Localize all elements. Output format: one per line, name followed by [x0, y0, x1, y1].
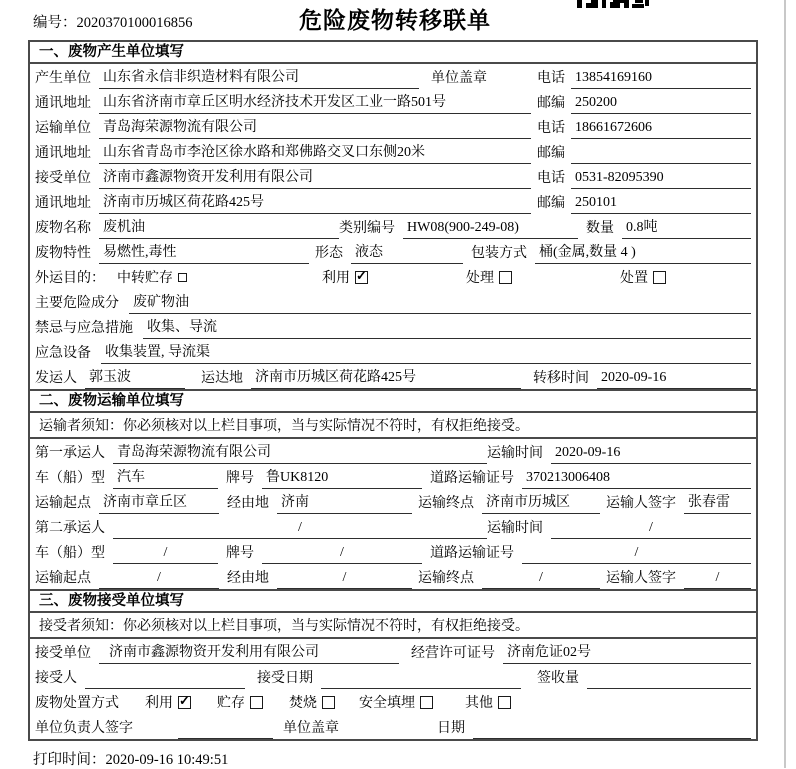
checkbox-utilize [322, 267, 368, 289]
emergency-measures-row [30, 314, 756, 339]
generator-address-row [30, 89, 756, 114]
receiver-unit-row [30, 164, 756, 189]
checkbox-incinerate [289, 692, 335, 714]
route-end-label: 运输终点 [418, 496, 474, 511]
waste-property-label: 废物特性 [35, 246, 91, 261]
route-end-value: 济南市历城区 [482, 491, 600, 514]
emergency-equipment-label: 应急设备 [35, 346, 91, 361]
transporter-unit-label: 运输单位 [35, 121, 91, 136]
serial-number: 2020370100016856 [76, 15, 193, 31]
checkbox-label: 其他 [465, 696, 493, 711]
road-permit-value: 370213006408 [522, 470, 751, 489]
packing-method-label: 包装方式 [471, 246, 527, 261]
vehicle-type-value: 汽车 [113, 466, 218, 489]
section-generator [30, 42, 756, 389]
route-origin-label: 运输起点 [35, 496, 91, 511]
license-number-label: 经营许可证号 [411, 646, 495, 661]
checkbox-box [178, 692, 191, 709]
route-origin2-label: 运输起点 [35, 571, 91, 586]
transporter-address-row [30, 139, 756, 164]
section-transporter-title: 二、废物运输单位填写 [30, 391, 756, 413]
receiver-phone-value: 0531-82095390 [571, 170, 751, 189]
checkbox-label: 处置 [620, 271, 648, 286]
page-edge [784, 0, 786, 768]
route-end2-value: / [482, 570, 600, 589]
received-quantity-value [587, 686, 751, 689]
transport-route-row [30, 489, 756, 514]
checkbox-utilize-2 [145, 692, 191, 714]
checkbox-box [250, 696, 263, 709]
generator-postcode-label: 邮编 [537, 96, 565, 111]
generator-unit-value: 山东省永信非织造材料有限公司 [99, 66, 419, 89]
checkbox-box [498, 696, 511, 709]
checkbox-label: 安全填埋 [359, 696, 415, 711]
unit-stamp2-label: 单位盖章 [283, 721, 339, 736]
date-value [473, 736, 751, 739]
transport-date-value: 2020-09-16 [551, 445, 751, 464]
receiver-notice: 接受者须知：你必须核对以上栏目事项，当与实际情况不符时，有权拒绝接受。 [30, 613, 756, 639]
generator-postcode-value: 250200 [571, 95, 751, 114]
section-generator-title: 一、废物产生单位填写 [30, 42, 756, 64]
first-carrier-row [30, 439, 756, 464]
print-time [33, 748, 228, 769]
receiver-address-label: 通讯地址 [35, 196, 91, 211]
plate-number-label: 牌号 [226, 471, 254, 486]
route-origin2-value: / [99, 570, 219, 589]
disposal-method-row [30, 689, 756, 714]
hazard-component-label: 主要危险成分 [35, 296, 119, 311]
checkbox-label: 处理 [466, 271, 494, 286]
route-via2-label: 经由地 [227, 571, 269, 586]
road-permit-label: 道路运输证号 [430, 471, 514, 486]
carrier-signature-value: 张春雷 [684, 491, 751, 514]
generator-address-value: 山东省济南市章丘区明水经济技术开发区工业一路501号 [99, 91, 531, 114]
checkbox-transfer-storage [117, 267, 187, 289]
transfer-purpose-label: 外运目的： [35, 271, 105, 286]
accepting-unit-value: 济南市鑫源物资开发利用有限公司 [99, 641, 399, 664]
checkbox-box [499, 271, 512, 284]
manifest-form [28, 40, 758, 741]
print-time-label: 打印时间： [33, 752, 106, 768]
generator-phone-value: 13854169160 [571, 70, 751, 89]
carrier-signature-label: 运输人签字 [606, 496, 676, 511]
checkbox-label: 焚烧 [289, 696, 317, 711]
generator-phone-label: 电话 [537, 71, 565, 86]
emergency-equipment-row [30, 339, 756, 364]
acceptor-label: 接受人 [35, 671, 77, 686]
vehicle-type-label: 车（船）型 [35, 471, 105, 486]
checkbox-dispose [620, 267, 666, 289]
qr-code-fragment [577, 0, 649, 9]
checkbox-landfill [359, 692, 433, 714]
transporter-notice: 运输者须知：你必须核对以上栏目事项，当与实际情况不符时，有权拒绝接受。 [30, 413, 756, 439]
transporter-postcode-value [571, 161, 751, 164]
waste-quantity-label: 数量 [586, 221, 614, 236]
checkbox-box [355, 267, 368, 284]
section-receiver [30, 589, 756, 739]
acceptor-row [30, 664, 756, 689]
receiver-address-row [30, 189, 756, 214]
license-number-value: 济南危证02号 [503, 641, 751, 664]
checkbox-treat [466, 267, 512, 289]
checkbox-label: 利用 [322, 271, 350, 286]
waste-category-label: 类别编号 [339, 221, 395, 236]
plate-number2-value: / [262, 545, 422, 564]
date-label: 日期 [437, 721, 465, 736]
route-via-label: 经由地 [227, 496, 269, 511]
carrier-signature2-value: / [684, 570, 751, 589]
transporter-address-value: 山东省青岛市李沧区徐水路和郑佛路交叉口东侧20米 [99, 141, 531, 164]
print-time-value: 2020-09-16 10:49:51 [105, 752, 229, 768]
emergency-equipment-value: 收集装置, 导流渠 [101, 341, 751, 364]
receiver-unit-label: 接受单位 [35, 171, 91, 186]
checkbox-label: 贮存 [217, 696, 245, 711]
waste-form-label: 形态 [315, 246, 343, 261]
consignor-label: 发运人 [35, 371, 77, 386]
destination-value: 济南市历城区荷花路425号 [251, 366, 521, 389]
transport-route2-row [30, 564, 756, 589]
receiver-phone-label: 电话 [537, 171, 565, 186]
transporter-phone-label: 电话 [537, 121, 565, 136]
checkbox-mark: ✓ [179, 692, 190, 708]
serial-label: 编号： [33, 15, 77, 31]
checkbox-box [322, 696, 335, 709]
second-carrier-row [30, 514, 756, 539]
transport-date2-label: 运输时间 [487, 521, 543, 536]
hazard-component-row [30, 289, 756, 314]
plate-number-value: 鲁UK8120 [262, 466, 422, 489]
plate-number2-label: 牌号 [226, 546, 254, 561]
accept-date-value [321, 686, 521, 689]
waste-quantity-value: 0.8吨 [622, 216, 751, 239]
accepting-unit-label: 接受单位 [35, 646, 91, 661]
waste-name-row [30, 214, 756, 239]
responsible-signature-value [178, 736, 273, 739]
transporter-unit-row [30, 114, 756, 139]
route-origin-value: 济南市章丘区 [99, 491, 219, 514]
responsible-signature-row [30, 714, 756, 739]
generator-unit-row [30, 64, 756, 89]
checkbox-other [465, 692, 511, 714]
generator-address-label: 通讯地址 [35, 96, 91, 111]
transfer-date-label: 转移时间 [533, 371, 589, 386]
second-carrier-value: / [113, 520, 487, 539]
receiver-address-value: 济南市历城区荷花路425号 [99, 191, 531, 214]
road-permit2-value: / [522, 545, 751, 564]
transfer-date-value: 2020-09-16 [597, 370, 751, 389]
accepting-unit-row [30, 639, 756, 664]
section-transporter [30, 389, 756, 589]
received-quantity-label: 签收量 [537, 671, 579, 686]
vehicle-type2-label: 车（船）型 [35, 546, 105, 561]
transport-date2-value: / [551, 520, 751, 539]
transport-date-label: 运输时间 [487, 446, 543, 461]
disposal-method-label: 废物处置方式 [35, 696, 119, 711]
receiver-postcode-value: 250101 [571, 195, 751, 214]
waste-name-value: 废机油 [99, 216, 339, 239]
unit-stamp-label: 单位盖章 [431, 71, 487, 86]
waste-property-value: 易燃性,毒性 [99, 241, 309, 264]
checkbox-box [178, 273, 187, 282]
checkbox-box [420, 696, 433, 709]
packing-method-value: 桶(金属,数量 4 ) [535, 241, 751, 264]
receiver-unit-value: 济南市鑫源物资开发利用有限公司 [99, 166, 531, 189]
route-end2-label: 运输终点 [418, 571, 474, 586]
road-permit2-label: 道路运输证号 [430, 546, 514, 561]
checkbox-label: 中转贮存 [117, 271, 173, 286]
receiver-postcode-label: 邮编 [537, 196, 565, 211]
transfer-purpose-row [30, 264, 756, 289]
consignor-row [30, 364, 756, 389]
responsible-signature-label: 单位负责人签字 [35, 721, 133, 736]
transporter-phone-value: 18661672606 [571, 120, 751, 139]
waste-form-value: 液态 [351, 241, 463, 264]
route-via-value: 济南 [277, 491, 412, 514]
transporter-unit-value: 青岛海荣源物流有限公司 [99, 116, 531, 139]
waste-name-label: 废物名称 [35, 221, 91, 236]
vehicle-type2-row [30, 539, 756, 564]
acceptor-value [85, 686, 245, 689]
checkbox-box [653, 271, 666, 284]
transporter-address-label: 通讯地址 [35, 146, 91, 161]
hazard-component-value: 废矿物油 [129, 291, 751, 314]
emergency-measures-label: 禁忌与应急措施 [35, 321, 133, 336]
carrier-signature2-label: 运输人签字 [606, 571, 676, 586]
consignor-value: 郭玉波 [85, 366, 185, 389]
route-via2-value: / [277, 570, 412, 589]
waste-property-row [30, 239, 756, 264]
generator-unit-label: 产生单位 [35, 71, 91, 86]
second-carrier-label: 第二承运人 [35, 521, 105, 536]
vehicle-type-row [30, 464, 756, 489]
vehicle-type2-value: / [113, 545, 218, 564]
checkbox-label: 利用 [145, 696, 173, 711]
transporter-postcode-label: 邮编 [537, 146, 565, 161]
checkbox-store [217, 692, 263, 714]
accept-date-label: 接受日期 [257, 671, 313, 686]
checkbox-mark: ✓ [356, 267, 367, 283]
first-carrier-label: 第一承运人 [35, 446, 105, 461]
waste-category-value: HW08(900-249-08) [403, 220, 578, 239]
first-carrier-value: 青岛海荣源物流有限公司 [113, 441, 487, 464]
emergency-measures-value: 收集、导流 [143, 316, 751, 339]
section-receiver-title: 三、废物接受单位填写 [30, 591, 756, 613]
document-title: 危险废物转移联单 [299, 7, 491, 33]
destination-label: 运达地 [201, 371, 243, 386]
